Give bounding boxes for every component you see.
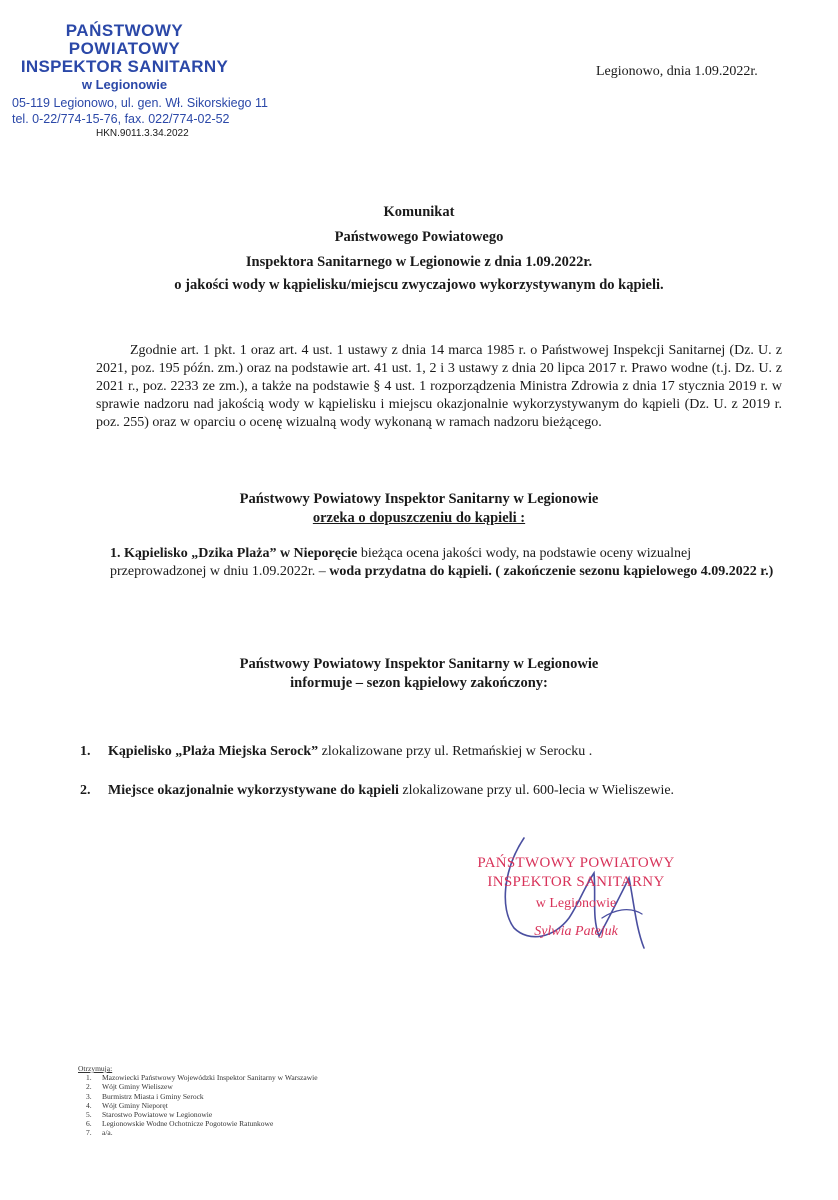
- item-name: Kąpielisko „Plaża Miejska Serock”: [108, 744, 319, 759]
- title-line-4: o jakości wody w kąpielisku/miejscu zwyczajowo wykorzystywanym do kąpieli.: [174, 277, 664, 293]
- signature-stamp: [466, 856, 686, 940]
- recipient-item: 2. Wójt Gminy Wieliszew: [86, 1082, 173, 1092]
- recipient-item: 5. Starostwo Powiatowe w Legionowie: [86, 1110, 213, 1120]
- section2-heading: Państwowy Powiatowy Inspektor Sanitarny w Legionowie: [239, 656, 599, 672]
- section1-subheading: orzeka o dopuszczeniu do kąpieli :: [312, 510, 526, 526]
- intro-text: Zgodnie art. 1 pkt. 1 oraz art. 4 ust. 1 ustawy z dnia 14 marca 1985 r. o Państwowej Inspekcji Sanitarnej (Dz. U. z 2021, poz. 195 późn. zm.) oraz na podstawie art. 41 ust. 1, 2 i 3 ustawy z dnia 20 lipca 2017 r. Prawo wodne (t.j. Dz. U. z 2021 r., poz. 2233 ze zm.), a także na podstawie § 4 ust. 1 rozporządzenia Ministra Zdrowia z dnia 17 stycznia 2019 r. w sprawie nadzoru nad jakością wody w kąpielisku i miejscu okazjonalnie wykorzystywanym do kąpieli (Dz. U. z 2019 r. poz. 255) oraz w oparciu o ocenę wizualną wody wykonaną w ramach nadzoru bieżącego.: [96, 343, 782, 430]
- recipient-item: 3. Burmistrz Miasta i Gminy Serock: [86, 1091, 204, 1101]
- item-number: 1.: [110, 546, 121, 561]
- recipients-list: [78, 1064, 318, 1138]
- signature-stamp-line-3: w Legionowie: [535, 895, 617, 911]
- item-name: Kąpielisko „Dzika Plaża” w Nieporęcie: [124, 546, 358, 561]
- item-name: Miejsce okazjonalnie wykorzystywane do kąpieli: [108, 783, 399, 798]
- item-number: 2.: [80, 783, 91, 798]
- intro-paragraph: [96, 342, 782, 432]
- recipient-item: 6. Legionowskie Wodne Ochotnicze Pogotowie Ratunkowe: [86, 1119, 274, 1129]
- stamp-line-3: w Legionowie: [81, 76, 168, 92]
- recipient-item: 1. Mazowiecki Państwowy Wojewódzki Inspektor Sanitarny w Warszawie: [86, 1073, 318, 1083]
- signature-stamp-line-2: INSPEKTOR SANITARNY: [487, 873, 665, 890]
- title-line-1: Komunikat: [383, 204, 455, 220]
- stamp-phone: tel. 0-22/774-15-76, fax. 022/774-02-52: [12, 112, 230, 127]
- institution-stamp: [12, 21, 268, 127]
- section1-heading: Państwowy Powiatowy Inspektor Sanitarny w Legionowie: [239, 491, 599, 507]
- recipient-item: 7. a/a.: [86, 1128, 113, 1138]
- item-text: zlokalizowane przy ul. Retmańskiej w Serocku .: [318, 744, 593, 759]
- signatory-name: Sylwia Patejuk: [534, 924, 618, 940]
- reference-number: HKN.9011.3.34.2022: [96, 128, 189, 139]
- recipient-item: 4. Wójt Gminy Nieporęt: [86, 1100, 168, 1110]
- stamp-address: 05-119 Legionowo, ul. gen. Wł. Sikorskiego 11: [12, 96, 268, 111]
- item-number: 1.: [80, 744, 91, 759]
- section2-item: [80, 783, 674, 799]
- item-text: bieżąca ocena jakości wody, na podstawie oceny wizualnej przeprowadzonej w dniu 1.09.2022r. –: [110, 546, 692, 579]
- title-line-2: Państwowego Powiatowego: [334, 229, 504, 245]
- date-line: Legionowo, dnia 1.09.2022r.: [596, 64, 758, 79]
- signature-stamp-line-1: PAŃSTWOWY POWIATOWY: [477, 855, 675, 871]
- stamp-line-1: PAŃSTWOWY POWIATOWY: [65, 21, 184, 58]
- title-line-3: Inspektora Sanitarnego w Legionowie z dnia 1.09.2022r.: [245, 254, 593, 270]
- section2-item: [80, 744, 592, 760]
- item-text: zlokalizowane przy ul. 600-lecia w Wieliszewie.: [398, 783, 675, 798]
- section2-subheading: informuje – sezon kąpielowy zakończony:: [290, 675, 548, 691]
- section1-item: [110, 545, 790, 581]
- stamp-line-2: INSPEKTOR SANITARNY: [20, 56, 229, 76]
- recipients-heading: Otrzymują:: [78, 1064, 113, 1073]
- item-verdict: woda przydatna do kąpieli. ( zakończenie sezonu kąpielowego 4.09.2022 r.): [329, 564, 774, 579]
